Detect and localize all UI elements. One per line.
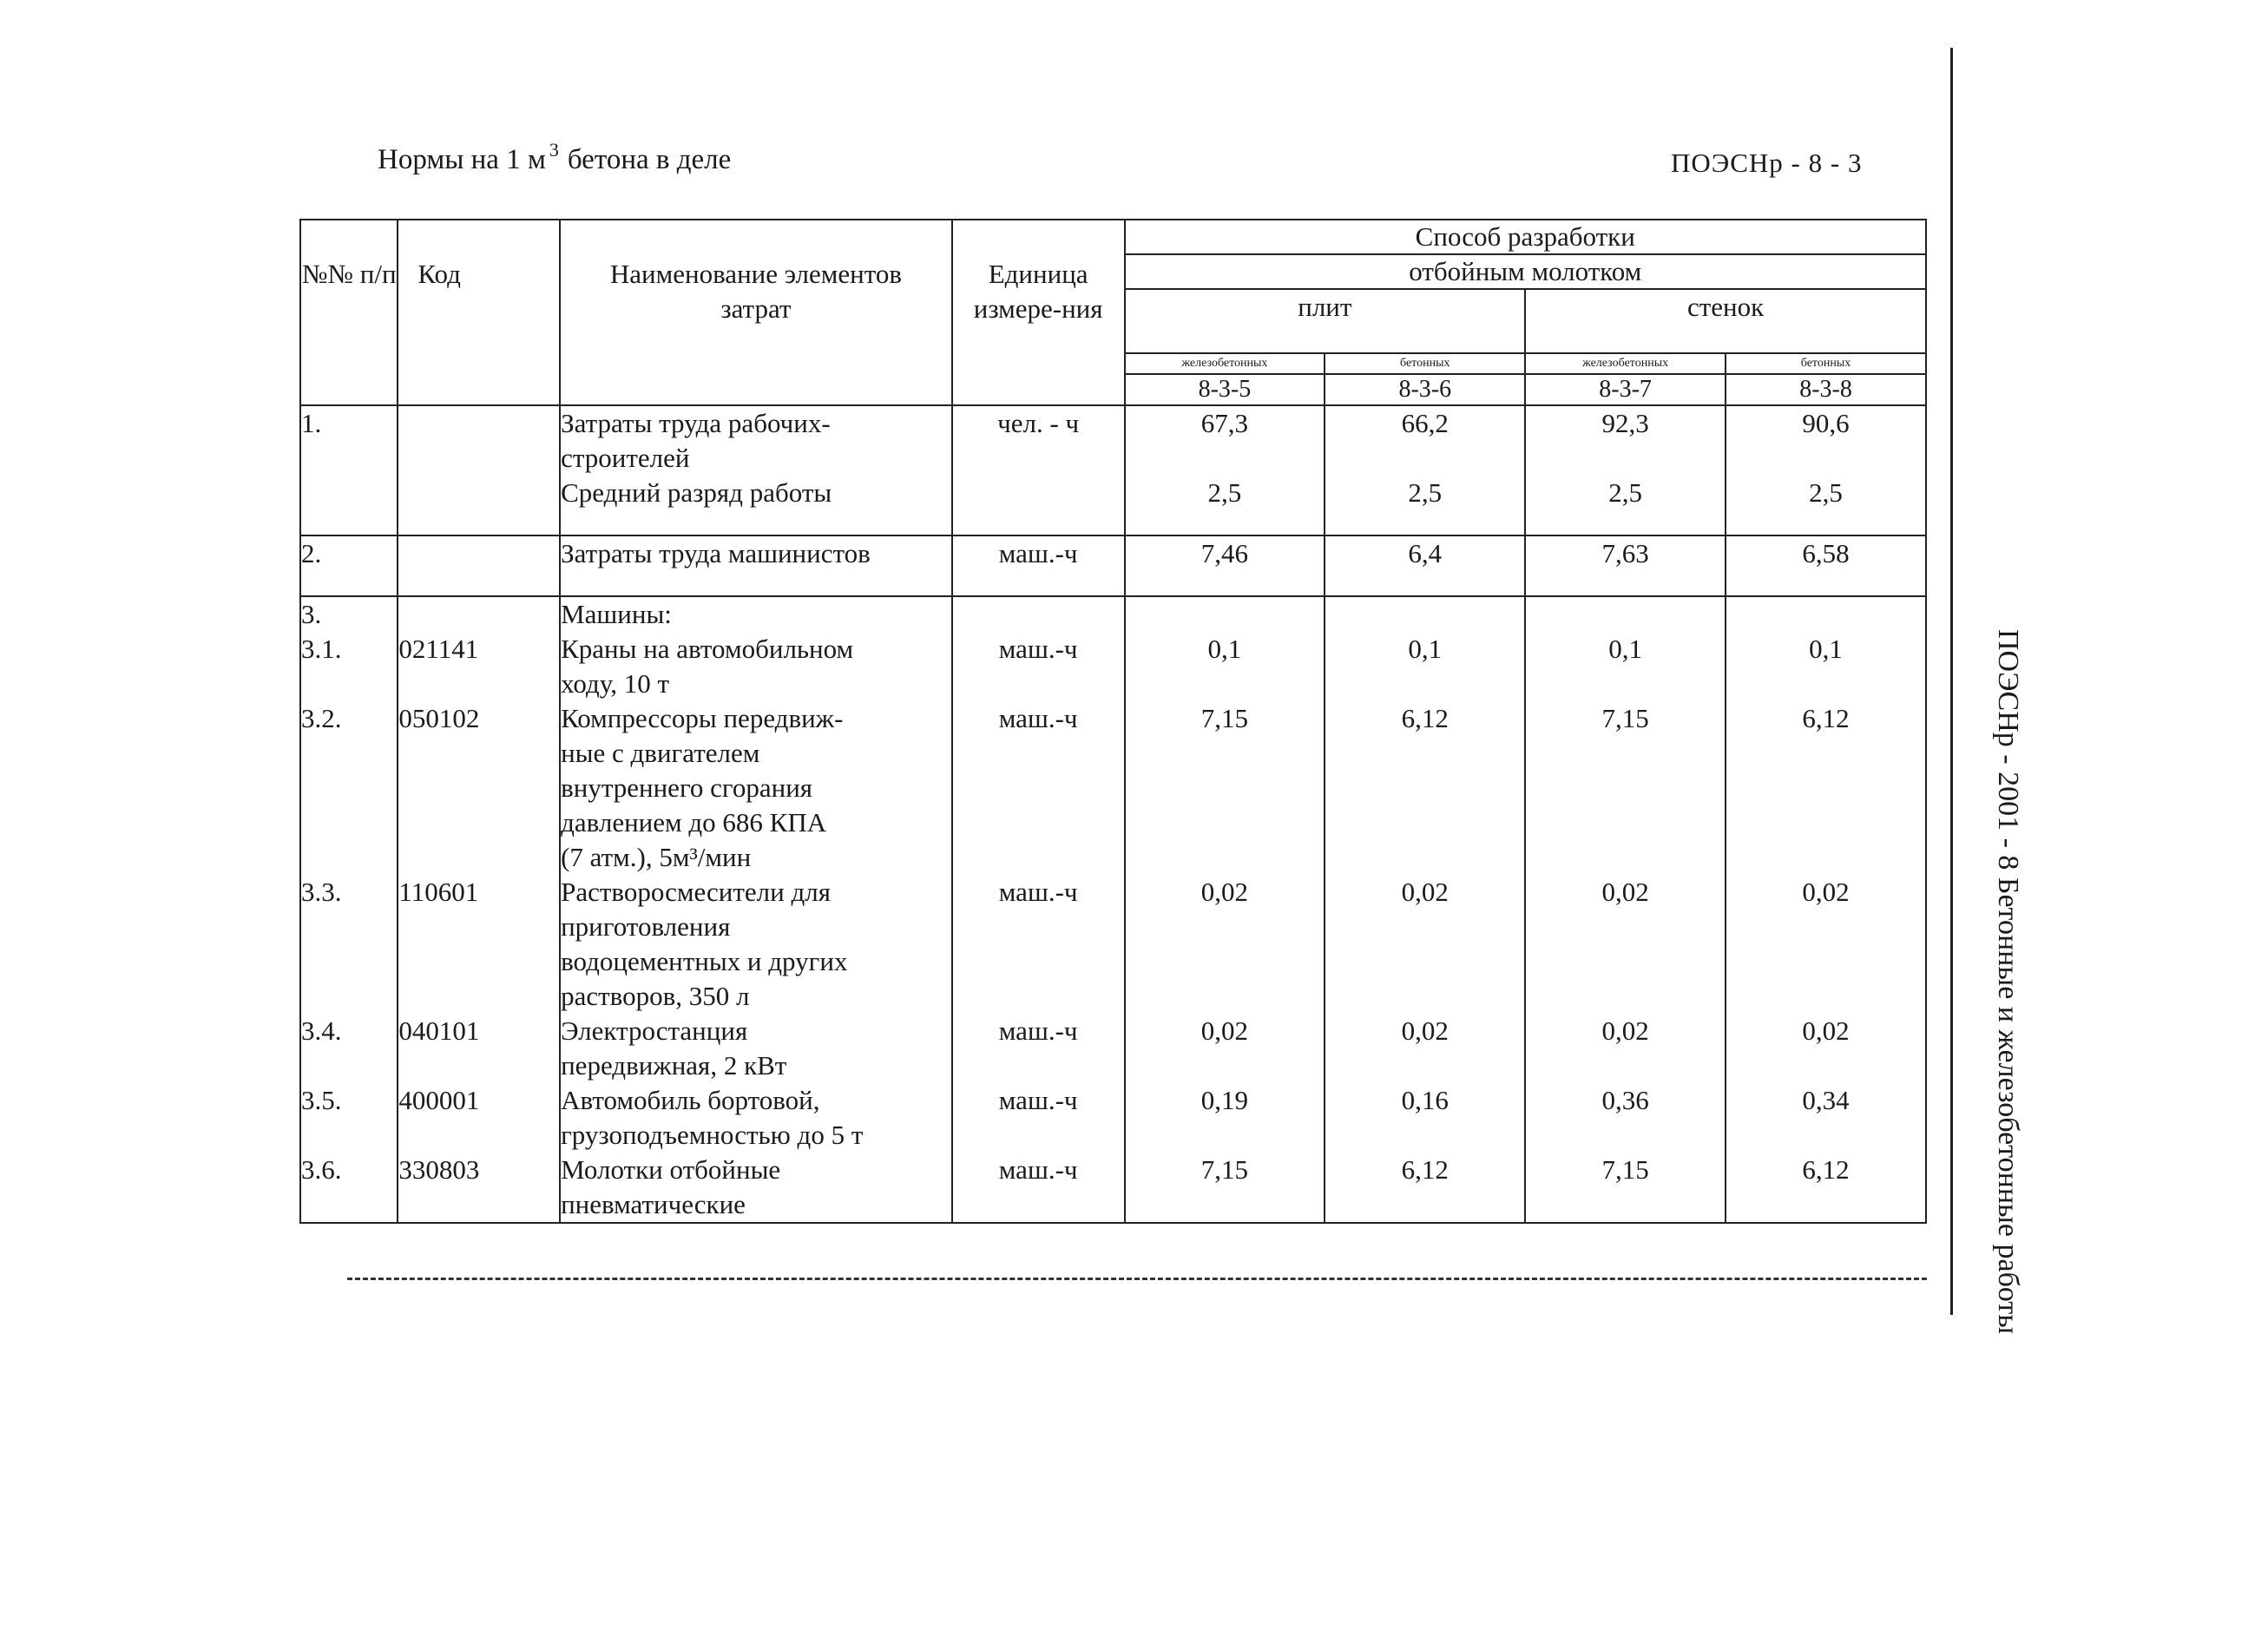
table-cell-v3 bbox=[1525, 535, 1726, 596]
row-unit-line bbox=[953, 979, 1124, 1014]
table-cell-v1 bbox=[1125, 535, 1325, 596]
row-unit-line bbox=[953, 1048, 1124, 1083]
row-number-line bbox=[301, 840, 397, 875]
row-value-line: 0,02 bbox=[1401, 877, 1449, 907]
col-header-name: Наименование элементов затрат bbox=[560, 220, 952, 405]
row-value-line: 0,1 bbox=[1608, 634, 1642, 664]
row-value-line bbox=[1726, 771, 1925, 805]
row-code-line bbox=[398, 1187, 559, 1222]
col-header-code: Код bbox=[398, 220, 560, 405]
row-number-line: 3. bbox=[301, 599, 322, 629]
header-group-walls: стенок bbox=[1525, 289, 1926, 353]
row-value-line: 0,02 bbox=[1601, 877, 1649, 907]
row-unit-line: чел. - ч bbox=[997, 408, 1080, 438]
row-name-line: Краны на автомобильном bbox=[561, 634, 854, 664]
row-value-line: 6,4 bbox=[1408, 538, 1443, 568]
table-cell-unit bbox=[952, 535, 1125, 596]
row-unit-line: маш.-ч bbox=[998, 1015, 1078, 1046]
row-value-line: 0,16 bbox=[1401, 1085, 1449, 1115]
row-value-line bbox=[1325, 667, 1524, 701]
row-unit-line: маш.-ч bbox=[998, 1085, 1078, 1115]
header-title-prefix: Нормы на 1 м bbox=[378, 144, 546, 175]
header-sub-label: бетонных bbox=[1325, 353, 1525, 374]
row-name-line: Автомобиль бортовой, bbox=[561, 1085, 820, 1115]
col-header-unit: Единица измере-ния bbox=[952, 220, 1125, 405]
row-value-line bbox=[1325, 910, 1524, 944]
row-value-line: 0,02 bbox=[1601, 1015, 1649, 1046]
row-name-line: ные с двигателем bbox=[561, 738, 760, 768]
row-unit-line: маш.-ч bbox=[998, 877, 1078, 907]
norms-table bbox=[299, 219, 1927, 1224]
row-unit-line bbox=[953, 840, 1124, 875]
row-unit-line bbox=[953, 667, 1124, 701]
header-norm-code: 8-3-5 bbox=[1125, 374, 1325, 405]
row-value-line bbox=[1526, 771, 1725, 805]
header-sub-label: железобетонных bbox=[1525, 353, 1726, 374]
row-value-line bbox=[1325, 771, 1524, 805]
row-value-line: 92,3 bbox=[1601, 408, 1649, 438]
row-value-line bbox=[1126, 840, 1325, 875]
row-value-line bbox=[1126, 736, 1325, 771]
header-tool: отбойным молотком bbox=[1125, 254, 1927, 289]
row-value-line: 0,02 bbox=[1401, 1015, 1449, 1046]
header-method: Способ разработки bbox=[1125, 220, 1927, 254]
row-name-line: передвижная, 2 кВт bbox=[561, 1050, 787, 1081]
row-value-line bbox=[1726, 840, 1925, 875]
header-norm-code: 8-3-7 bbox=[1525, 374, 1726, 405]
table-cell-code bbox=[398, 405, 560, 535]
row-value-line: 2,5 bbox=[1207, 477, 1242, 508]
page-header-left bbox=[378, 139, 732, 176]
row-value-line: 90,6 bbox=[1802, 408, 1850, 438]
row-number-line bbox=[301, 667, 397, 701]
row-name-line: грузоподъемностью до 5 т bbox=[561, 1120, 864, 1150]
row-value-line: 2,5 bbox=[1408, 477, 1443, 508]
row-value-line bbox=[1726, 597, 1925, 632]
side-divider-line bbox=[1950, 48, 1953, 1315]
row-value-line bbox=[1726, 667, 1925, 701]
row-name-line: Средний разряд работы bbox=[561, 477, 832, 508]
row-name-line: Молотки отбойные bbox=[561, 1154, 781, 1185]
row-unit-line bbox=[953, 910, 1124, 944]
row-unit-line bbox=[953, 1187, 1124, 1222]
table-cell-v1 bbox=[1125, 405, 1325, 535]
table-cell-num bbox=[300, 596, 398, 1223]
row-number-line bbox=[301, 1048, 397, 1083]
table-row bbox=[300, 535, 1926, 596]
row-unit-line bbox=[953, 771, 1124, 805]
row-value-line bbox=[1526, 441, 1725, 476]
cell-spacing bbox=[1526, 510, 1725, 535]
table-cell-name bbox=[560, 596, 952, 1223]
row-number-line bbox=[301, 736, 397, 771]
row-value-line bbox=[1325, 840, 1524, 875]
row-code-line bbox=[398, 1048, 559, 1083]
row-value-line bbox=[1126, 1048, 1325, 1083]
row-name-line: пневматические bbox=[561, 1189, 746, 1219]
row-value-line bbox=[1126, 771, 1325, 805]
row-value-line bbox=[1325, 597, 1524, 632]
row-value-line bbox=[1126, 667, 1325, 701]
row-number-line: 3.5. bbox=[301, 1085, 342, 1115]
row-value-line bbox=[1726, 1048, 1925, 1083]
cell-spacing bbox=[1726, 510, 1925, 535]
row-code-line: 400001 bbox=[398, 1085, 480, 1115]
header-norm-code: 8-3-6 bbox=[1325, 374, 1525, 405]
table-cell-v4 bbox=[1726, 596, 1926, 1223]
row-value-line: 0,36 bbox=[1601, 1085, 1649, 1115]
page-header-code: ПОЭСНр - 8 - 3 bbox=[1671, 148, 1863, 178]
row-unit-line: маш.-ч bbox=[998, 1154, 1078, 1185]
row-code-line bbox=[398, 1118, 559, 1153]
row-number-line bbox=[301, 1118, 397, 1153]
cell-spacing bbox=[1126, 510, 1325, 535]
row-value-line bbox=[1726, 910, 1925, 944]
row-code-line: 040101 bbox=[398, 1015, 480, 1046]
row-value-line bbox=[1325, 736, 1524, 771]
table-cell-v2 bbox=[1325, 535, 1525, 596]
row-value-line: 0,02 bbox=[1802, 877, 1850, 907]
row-value-line bbox=[1726, 944, 1925, 979]
table-row bbox=[300, 405, 1926, 535]
row-name-line: строителей bbox=[561, 443, 690, 473]
row-value-line: 0,1 bbox=[1809, 634, 1843, 664]
row-code-line bbox=[398, 805, 559, 840]
table-cell-unit bbox=[952, 405, 1125, 535]
row-value-line bbox=[1726, 736, 1925, 771]
cell-spacing bbox=[301, 441, 397, 465]
table-cell-v1 bbox=[1125, 596, 1325, 1223]
row-value-line bbox=[1325, 1187, 1524, 1222]
table-cell-name bbox=[560, 535, 952, 596]
row-value-line bbox=[1126, 1187, 1325, 1222]
row-value-line bbox=[1726, 979, 1925, 1014]
row-value-line: 0,02 bbox=[1200, 877, 1249, 907]
row-value-line: 6,12 bbox=[1802, 1154, 1850, 1185]
row-value-line bbox=[1126, 441, 1325, 476]
row-value-line bbox=[1526, 840, 1725, 875]
row-value-line bbox=[1126, 805, 1325, 840]
row-name-line: приготовления bbox=[561, 911, 731, 942]
row-name-line: Компрессоры передвиж- bbox=[561, 703, 844, 733]
row-number-line bbox=[301, 944, 397, 979]
row-value-line: 7,15 bbox=[1601, 1154, 1649, 1185]
row-value-line bbox=[1126, 979, 1325, 1014]
row-value-line: 0,1 bbox=[1207, 634, 1242, 664]
row-code-line bbox=[398, 597, 559, 632]
row-value-line bbox=[1526, 1187, 1725, 1222]
row-code-line: 021141 bbox=[398, 634, 479, 664]
row-code-line: 330803 bbox=[398, 1154, 480, 1185]
row-value-line: 2,5 bbox=[1608, 477, 1642, 508]
row-value-line: 6,12 bbox=[1401, 1154, 1449, 1185]
table-cell-v4 bbox=[1726, 535, 1926, 596]
row-code-line: 050102 bbox=[398, 703, 480, 733]
row-value-line: 7,46 bbox=[1200, 538, 1249, 568]
row-value-line bbox=[1526, 805, 1725, 840]
row-value-line bbox=[1526, 597, 1725, 632]
row-code-line bbox=[398, 406, 559, 441]
cell-spacing bbox=[1325, 571, 1524, 595]
row-value-line bbox=[1526, 979, 1725, 1014]
row-name-line: Затраты труда машинистов bbox=[561, 538, 871, 568]
cell-spacing bbox=[398, 571, 559, 595]
table-bottom-dashed-rule bbox=[347, 1278, 1927, 1280]
row-name-line: (7 атм.), 5м³/мин bbox=[561, 842, 752, 872]
cell-spacing bbox=[561, 510, 951, 535]
row-code-line bbox=[398, 910, 559, 944]
row-value-line bbox=[1126, 597, 1325, 632]
row-number-line: 3.4. bbox=[301, 1015, 342, 1046]
table-cell-unit bbox=[952, 596, 1125, 1223]
row-code-line bbox=[398, 536, 559, 571]
row-value-line: 7,63 bbox=[1601, 538, 1649, 568]
row-name-line: внутреннего сгорания bbox=[561, 772, 813, 803]
table-cell-v4 bbox=[1726, 405, 1926, 535]
cell-spacing bbox=[953, 441, 1124, 465]
cell-spacing bbox=[1726, 571, 1925, 595]
row-value-line bbox=[1325, 805, 1524, 840]
row-value-line bbox=[1325, 944, 1524, 979]
row-value-line: 0,19 bbox=[1200, 1085, 1249, 1115]
row-unit-line bbox=[953, 944, 1124, 979]
row-value-line bbox=[1325, 1048, 1524, 1083]
row-name-line: ходу, 10 т bbox=[561, 668, 669, 699]
row-unit-line: маш.-ч bbox=[998, 538, 1078, 568]
row-code-line bbox=[398, 667, 559, 701]
row-value-line bbox=[1726, 805, 1925, 840]
row-value-line: 0,02 bbox=[1200, 1015, 1249, 1046]
row-value-line bbox=[1526, 1118, 1725, 1153]
row-value-line bbox=[1526, 1048, 1725, 1083]
row-name-line: растворов, 350 л bbox=[561, 981, 750, 1011]
row-unit-line: маш.-ч bbox=[998, 703, 1078, 733]
row-number-line: 3.3. bbox=[301, 877, 342, 907]
row-name-line: Растворосмесители для bbox=[561, 877, 831, 907]
table-cell-code bbox=[398, 596, 560, 1223]
row-value-line: 66,2 bbox=[1401, 408, 1449, 438]
cell-spacing bbox=[1526, 571, 1725, 595]
row-number-line: 1. bbox=[301, 408, 322, 438]
table-cell-num bbox=[300, 405, 398, 535]
row-number-line bbox=[301, 805, 397, 840]
row-value-line bbox=[1126, 910, 1325, 944]
header-group-slabs: плит bbox=[1125, 289, 1526, 353]
row-number-line bbox=[301, 771, 397, 805]
cell-spacing bbox=[398, 441, 559, 465]
row-code-line bbox=[398, 944, 559, 979]
table-cell-name bbox=[560, 405, 952, 535]
row-value-line: 0,34 bbox=[1802, 1085, 1850, 1115]
row-unit-line bbox=[953, 1118, 1124, 1153]
table-cell-v3 bbox=[1525, 405, 1726, 535]
row-code-line: 110601 bbox=[398, 877, 479, 907]
cell-spacing bbox=[1126, 571, 1325, 595]
row-value-line: 7,15 bbox=[1200, 703, 1249, 733]
row-value-line bbox=[1325, 1118, 1524, 1153]
row-name-line: Электростанция bbox=[561, 1015, 748, 1046]
table-cell-code bbox=[398, 535, 560, 596]
side-running-title: ПОЭСНр - 2001 - 8 Бетонные и железобетонные работы bbox=[1992, 629, 2024, 1335]
row-name-line: Затраты труда рабочих- bbox=[561, 408, 831, 438]
row-value-line bbox=[1526, 910, 1725, 944]
row-number-line bbox=[301, 1187, 397, 1222]
row-code-line bbox=[398, 840, 559, 875]
table-cell-num bbox=[300, 535, 398, 596]
row-value-line bbox=[1126, 944, 1325, 979]
row-code-line bbox=[398, 736, 559, 771]
row-number-line: 2. bbox=[301, 538, 322, 568]
row-value-line: 7,15 bbox=[1601, 703, 1649, 733]
row-unit-line bbox=[953, 597, 1124, 632]
row-number-line: 3.6. bbox=[301, 1154, 342, 1185]
table-cell-v2 bbox=[1325, 405, 1525, 535]
cell-spacing bbox=[953, 571, 1124, 595]
row-value-line: 2,5 bbox=[1809, 477, 1843, 508]
row-unit-line bbox=[953, 805, 1124, 840]
cell-spacing bbox=[561, 571, 951, 595]
row-number-line: 3.2. bbox=[301, 703, 342, 733]
row-value-line bbox=[1325, 979, 1524, 1014]
row-value-line: 6,12 bbox=[1401, 703, 1449, 733]
row-value-line bbox=[1726, 441, 1925, 476]
row-value-line: 67,3 bbox=[1200, 408, 1249, 438]
table-row bbox=[300, 596, 1926, 1223]
row-number-line: 3.1. bbox=[301, 634, 342, 664]
row-value-line bbox=[1526, 667, 1725, 701]
row-value-line bbox=[1526, 736, 1725, 771]
row-number-line bbox=[301, 910, 397, 944]
table-cell-v3 bbox=[1525, 596, 1726, 1223]
cell-spacing bbox=[1325, 510, 1524, 535]
row-value-line bbox=[1526, 944, 1725, 979]
row-unit-line bbox=[953, 736, 1124, 771]
table-cell-v2 bbox=[1325, 596, 1525, 1223]
row-name-line: водоцементных и других bbox=[561, 946, 848, 976]
cell-spacing bbox=[301, 571, 397, 595]
header-sub-label: железобетонных bbox=[1125, 353, 1325, 374]
row-value-line bbox=[1126, 1118, 1325, 1153]
table-body bbox=[300, 405, 1926, 1223]
header-title-superscript: 3 bbox=[549, 139, 559, 161]
row-value-line bbox=[1726, 1118, 1925, 1153]
row-value-line: 0,1 bbox=[1408, 634, 1443, 664]
row-name-line: давлением до 686 КПА bbox=[561, 807, 827, 838]
row-unit-line: маш.-ч bbox=[998, 634, 1078, 664]
row-value-line: 7,15 bbox=[1200, 1154, 1249, 1185]
row-value-line: 6,12 bbox=[1802, 703, 1850, 733]
row-value-line bbox=[1325, 441, 1524, 476]
header-sub-label: бетонных bbox=[1726, 353, 1926, 374]
row-number-line bbox=[301, 979, 397, 1014]
row-value-line bbox=[1726, 1187, 1925, 1222]
col-header-number: №№ п/п bbox=[300, 220, 398, 405]
row-name-line: Машины: bbox=[561, 599, 672, 629]
header-title-suffix: бетона в деле bbox=[567, 144, 732, 175]
row-value-line: 0,02 bbox=[1802, 1015, 1850, 1046]
header-norm-code: 8-3-8 bbox=[1726, 374, 1926, 405]
row-code-line bbox=[398, 979, 559, 1014]
row-code-line bbox=[398, 771, 559, 805]
row-value-line: 6,58 bbox=[1802, 538, 1850, 568]
